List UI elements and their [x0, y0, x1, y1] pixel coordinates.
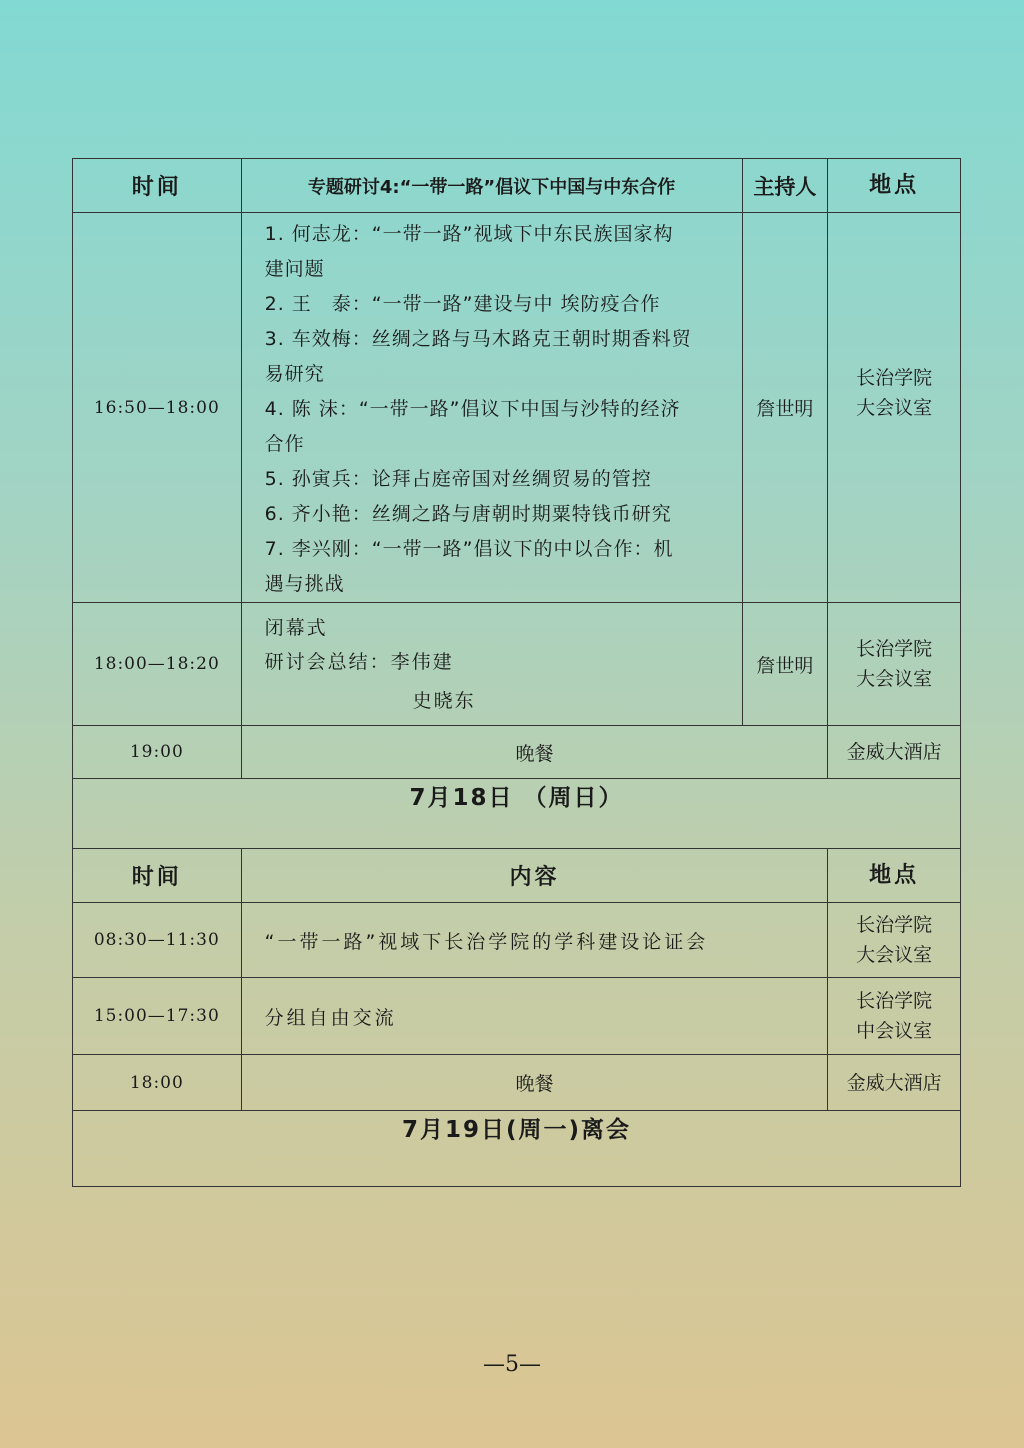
- closing-time: 18:00—18:20: [93, 654, 220, 674]
- talk-line: 易研究: [264, 363, 325, 385]
- day2-header-time: 时间: [131, 865, 182, 890]
- location-line: 大会议室: [856, 944, 933, 966]
- dinner-row: [72, 726, 961, 779]
- dinner-content: 晚餐: [241, 726, 828, 778]
- dinner-time: 19:00: [129, 742, 184, 762]
- day2-header-row: [72, 849, 961, 903]
- talk-line: 合作: [264, 433, 305, 455]
- talk-line: 5. 孙寅兵：论拜占庭帝国对丝绸贸易的管控: [264, 468, 652, 490]
- day2-row: [72, 978, 961, 1055]
- day2-header-location: 地点: [827, 849, 960, 902]
- day2-date-row: [72, 779, 961, 849]
- closing-line: 闭幕式: [264, 617, 328, 639]
- day2-row-location: [827, 903, 960, 977]
- location-line: 长治学院: [856, 990, 933, 1012]
- talks-row: [72, 213, 961, 603]
- talks-list: [241, 213, 742, 602]
- talk-line: 3. 车效梅：丝绸之路与马木路克王朝时期香料贸: [264, 328, 692, 350]
- page-number: —5—: [483, 1352, 541, 1377]
- day3-date-row: [72, 1111, 961, 1187]
- talk-line: 1. 何志龙：“一带一路”视域下中东民族国家构: [264, 223, 674, 245]
- location-line: 大会议室: [856, 668, 933, 690]
- header-host: 主持人: [742, 159, 828, 212]
- day2-row-content: 分组自由交流: [241, 978, 828, 1054]
- schedule-table: [72, 158, 961, 1187]
- day2-row-time: 15:00—17:30: [93, 1006, 220, 1026]
- closing-content: [241, 603, 742, 725]
- day2-dinner-location: 金威大酒店: [827, 1055, 960, 1110]
- talk-line: 2. 王 泰：“一带一路”建设与中 埃防疫合作: [264, 293, 661, 315]
- day2-header-content: 内容: [241, 849, 828, 902]
- session-header-row: [72, 158, 961, 213]
- day2-row-time: 08:30—11:30: [93, 930, 220, 950]
- day3-date-title: 7月19日(周一)离会: [401, 1117, 632, 1143]
- closing-row: [72, 603, 961, 726]
- location-line: 中会议室: [856, 1020, 933, 1042]
- day2-dinner-time: 18:00: [129, 1072, 184, 1093]
- closing-line: 史晓东: [412, 690, 476, 712]
- talks-location: [827, 213, 960, 602]
- header-topic: 专题研讨4:“一带一路”倡议下中国与中东合作: [241, 159, 742, 212]
- talk-line: 4. 陈 沫：“一带一路”倡议下中国与沙特的经济: [264, 398, 681, 420]
- closing-host: 詹世明: [742, 603, 828, 725]
- talks-time: 16:50—18:00: [93, 397, 220, 418]
- location-line: 大会议室: [856, 396, 933, 419]
- location-line: 长治学院: [856, 366, 933, 389]
- day2-date-title: 7月18日 （周日）: [409, 785, 624, 811]
- talk-line: 6. 齐小艳：丝绸之路与唐朝时期粟特钱币研究: [264, 503, 672, 525]
- location-line: 长治学院: [856, 914, 933, 936]
- location-line: 长治学院: [856, 638, 933, 660]
- dinner-location: 金威大酒店: [827, 726, 960, 778]
- header-time: 时间: [131, 175, 182, 200]
- day2-row-content: “一带一路”视域下长治学院的学科建设论证会: [241, 903, 828, 977]
- closing-line: 研讨会总结：李伟建: [264, 651, 454, 673]
- day2-dinner-content: 晚餐: [241, 1055, 828, 1110]
- closing-location: [827, 603, 960, 725]
- talk-line: 遇与挑战: [264, 573, 345, 595]
- day2-row-location: [827, 978, 960, 1054]
- talk-line: 建问题: [264, 258, 325, 280]
- day2-dinner-row: [72, 1055, 961, 1111]
- talks-host: 詹世明: [742, 213, 828, 602]
- header-location: 地点: [827, 159, 960, 212]
- day2-row: [72, 903, 961, 978]
- talk-line: 7. 李兴刚：“一带一路”倡议下的中以合作：机: [264, 538, 674, 560]
